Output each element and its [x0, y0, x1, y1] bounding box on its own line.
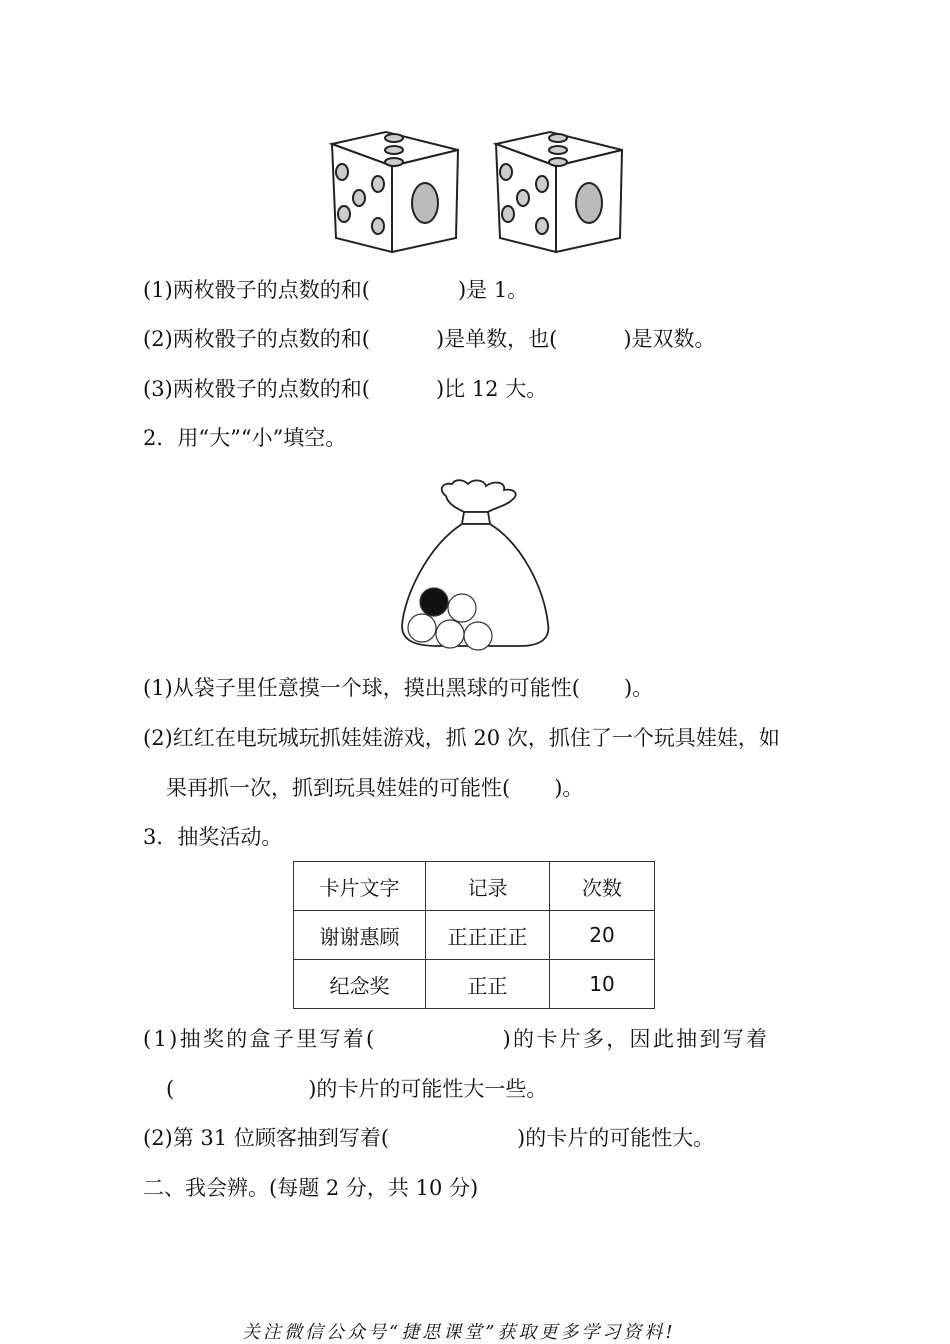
table-cell: 谢谢惠顾	[294, 911, 426, 960]
table-cell: 正正正正	[426, 911, 550, 960]
table-header-row	[294, 862, 655, 911]
table-header: 次数	[550, 862, 655, 911]
white-ball	[464, 622, 492, 650]
black-ball	[420, 588, 448, 616]
q3-item2: (2)第 31 位顾客抽到写着( )的卡片的可能性大。	[143, 1126, 715, 1150]
q2-title: 2．用“大”“小”填空。	[143, 426, 347, 450]
table-row	[294, 960, 655, 1009]
white-ball	[448, 594, 476, 622]
q2-item1: (1)从袋子里任意摸一个球，摸出黑球的可能性( )。	[143, 676, 654, 700]
dice-illustration	[326, 126, 626, 256]
table-header: 卡片文字	[294, 862, 426, 911]
bag-tie	[462, 512, 490, 524]
q1-item1: (1)两枚骰子的点数的和( )是 1。	[143, 278, 529, 302]
table-cell: 纪念奖	[294, 960, 426, 1009]
q3-title: 3．抽奖活动。	[143, 825, 283, 849]
q3-item1-line1: (1)抽奖的盒子里写着( )的卡片多，因此抽到写着	[143, 1027, 770, 1051]
table-cell: 20	[550, 911, 655, 960]
table-cell: 正正	[426, 960, 550, 1009]
die-left	[332, 132, 458, 252]
white-ball	[436, 620, 464, 648]
q2-item2-line1: (2)红红在电玩城玩抓娃娃游戏，抓 20 次，抓住了一个玩具娃娃，如	[143, 726, 780, 750]
section2-title: 二、我会辨。(每题 2 分，共 10 分)	[143, 1176, 479, 1200]
lottery-table	[293, 861, 655, 1009]
die-right	[496, 132, 622, 252]
bag-illustration	[398, 476, 558, 656]
table-row	[294, 911, 655, 960]
q2-item2-line2: 果再抓一次，抓到玩具娃娃的可能性( )。	[166, 776, 584, 800]
footer-note: 关注微信公众号“捷思课堂”获取更多学习资料!	[242, 1322, 676, 1343]
bag-ruffle	[442, 480, 516, 512]
q1-item3: (3)两枚骰子的点数的和( )比 12 大。	[143, 377, 548, 401]
white-ball	[408, 614, 436, 642]
q1-item2: (2)两枚骰子的点数的和( )是单数，也( )是双数。	[143, 327, 716, 351]
q3-item1-line2: ( )的卡片的可能性大一些。	[166, 1077, 548, 1101]
table-header: 记录	[426, 862, 550, 911]
table-cell: 10	[550, 960, 655, 1009]
